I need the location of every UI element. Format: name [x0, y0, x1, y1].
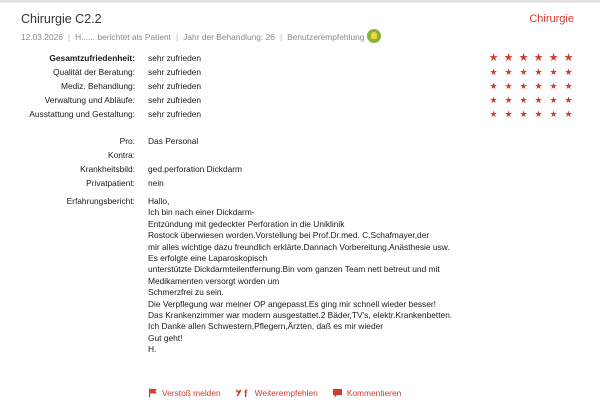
star-icon: ★: [549, 81, 558, 91]
category-link[interactable]: Chirurgie: [529, 13, 574, 25]
recommendation-badge-icon: [367, 29, 381, 43]
field-value: Das Personal: [148, 136, 199, 146]
report-line: Rostock überwiesen worden.Vorstellung bei Prof.Dr.med. C.Schafmayer,der: [148, 230, 430, 241]
star-rating: [486, 67, 576, 78]
star-icon: ★: [489, 81, 498, 91]
report-line: Das Krankenzimmer war modern ausgestattet.2 Bäder,TV's, elektr.Krankenbetten.: [148, 310, 453, 321]
meta-separator: |: [67, 32, 71, 42]
flag-icon: [148, 388, 158, 398]
report-violation-label: Verstoß melden: [162, 388, 221, 398]
star-icon: ★: [549, 95, 558, 105]
star-icon: ★: [564, 95, 573, 105]
rating-row-overall: [0, 53, 600, 67]
meta-separator: |: [279, 32, 283, 42]
star-rating: [486, 95, 576, 106]
report-line: Entzündung mit gedeckter Perforation in die Uniklinik: [148, 218, 345, 229]
review-date: 12.03.2026: [21, 32, 63, 42]
field-value: ged.perforation Dickdarm: [148, 164, 243, 174]
rating-label: Mediz. Behandlung:: [60, 81, 135, 91]
star-rating: [486, 53, 576, 64]
rating-value: sehr zufrieden: [148, 95, 202, 105]
svg-text:f: f: [243, 389, 247, 398]
star-icon: ★: [489, 95, 498, 105]
rating-value: sehr zufrieden: [148, 67, 202, 77]
report-label: Erfahrungsbericht:: [66, 196, 135, 206]
field-value: nein: [148, 178, 164, 188]
star-icon: ★: [504, 109, 513, 119]
star-icon: ★: [519, 95, 528, 105]
comment-label: Kommentieren: [346, 388, 402, 398]
report-line: Medikamenten versorgt worden um: [148, 275, 280, 286]
meta-separator: |: [176, 32, 179, 42]
star-icon: ★: [504, 81, 513, 91]
star-icon: ★: [519, 67, 528, 77]
comment-icon: [332, 388, 343, 398]
star-icon: ★: [489, 109, 498, 119]
star-icon: ★: [503, 52, 514, 64]
star-icon: ★: [534, 67, 543, 77]
star-icon: ★: [549, 109, 558, 119]
rating-label: Verwaltung und Abläufe:: [44, 95, 135, 105]
report-line: Ich Danke allen Schwestern,Pflegern,Ärzten, daß es mir wieder: [148, 321, 384, 332]
report-line: unterstützte Dickdarmteilentfernung.Bin vom ganzen Team nett betreut und mit: [148, 264, 440, 275]
rating-row-equipment: [0, 109, 600, 123]
star-icon: ★: [564, 67, 573, 77]
star-icon: ★: [564, 81, 573, 91]
star-icon: ★: [519, 109, 528, 119]
report-line: Es erfolgte eine Laparoskopisch: [148, 253, 268, 264]
star-icon: ★: [519, 81, 528, 91]
rating-value: sehr zufrieden: [148, 53, 202, 63]
review-author: H...... berichtet als Patient: [75, 32, 172, 42]
field-label: Privatpatient:: [86, 178, 135, 188]
star-rating: [486, 81, 576, 92]
star-icon: ★: [534, 95, 543, 105]
rating-label: Qualität der Beratung:: [53, 67, 135, 77]
rating-value: sehr zufrieden: [148, 109, 202, 119]
report-line: mir alles wichtige dazu freundlich erklärte.Dannach Vorbereitung,Anästhesie usw.: [148, 241, 450, 252]
star-icon: ★: [488, 52, 499, 64]
review-actions: [148, 388, 415, 398]
rating-row-consulting: [0, 67, 600, 81]
report-line: Ich bin nach einer Dickdarm-: [148, 207, 255, 218]
star-icon: ★: [564, 109, 573, 119]
report-violation-link[interactable]: [148, 388, 221, 398]
star-icon: ★: [489, 67, 498, 77]
recommendation-label: Benutzerempfehlung: [287, 32, 365, 42]
field-label: Kontra:: [107, 150, 135, 160]
report-line: Schmerzfrei zu sein.: [148, 287, 224, 298]
rating-label: Ausstattung und Gestaltung:: [29, 109, 135, 119]
treatment-year: Jahr der Behandlung: 26: [183, 32, 275, 42]
report-line: Hallo,: [148, 196, 170, 206]
report-line: Gut geht!: [148, 332, 183, 343]
star-icon: ★: [563, 52, 574, 64]
field-label: Krankheitsbild:: [80, 164, 135, 174]
report-text: [148, 196, 452, 356]
star-icon: ★: [534, 81, 543, 91]
report-line: H.: [148, 344, 157, 355]
star-rating: [486, 109, 576, 120]
rating-row-administration: [0, 95, 600, 109]
field-label: Pro:: [119, 136, 135, 146]
top-divider: [0, 0, 600, 3]
star-icon: ★: [534, 109, 543, 119]
star-icon: ★: [504, 95, 513, 105]
star-icon: ★: [504, 67, 513, 77]
rating-value: sehr zufrieden: [148, 81, 202, 91]
share-label: Weiterempfehlen: [254, 388, 318, 398]
rating-label: Gesamtzufriedenheit:: [49, 53, 135, 63]
review-title: Chirurgie C2.2: [21, 12, 102, 26]
share-icon: [235, 388, 251, 398]
report-line: Die Verpflegung war meiner OP angepasst.Es ging mir schnell wieder besser!: [148, 298, 436, 309]
star-icon: ★: [533, 52, 544, 64]
star-icon: ★: [548, 52, 559, 64]
review-meta: [21, 30, 381, 44]
comment-link[interactable]: [332, 388, 401, 398]
star-icon: ★: [549, 67, 558, 77]
share-link[interactable]: [235, 388, 318, 398]
rating-row-treatment: [0, 81, 600, 95]
star-icon: ★: [518, 52, 529, 64]
